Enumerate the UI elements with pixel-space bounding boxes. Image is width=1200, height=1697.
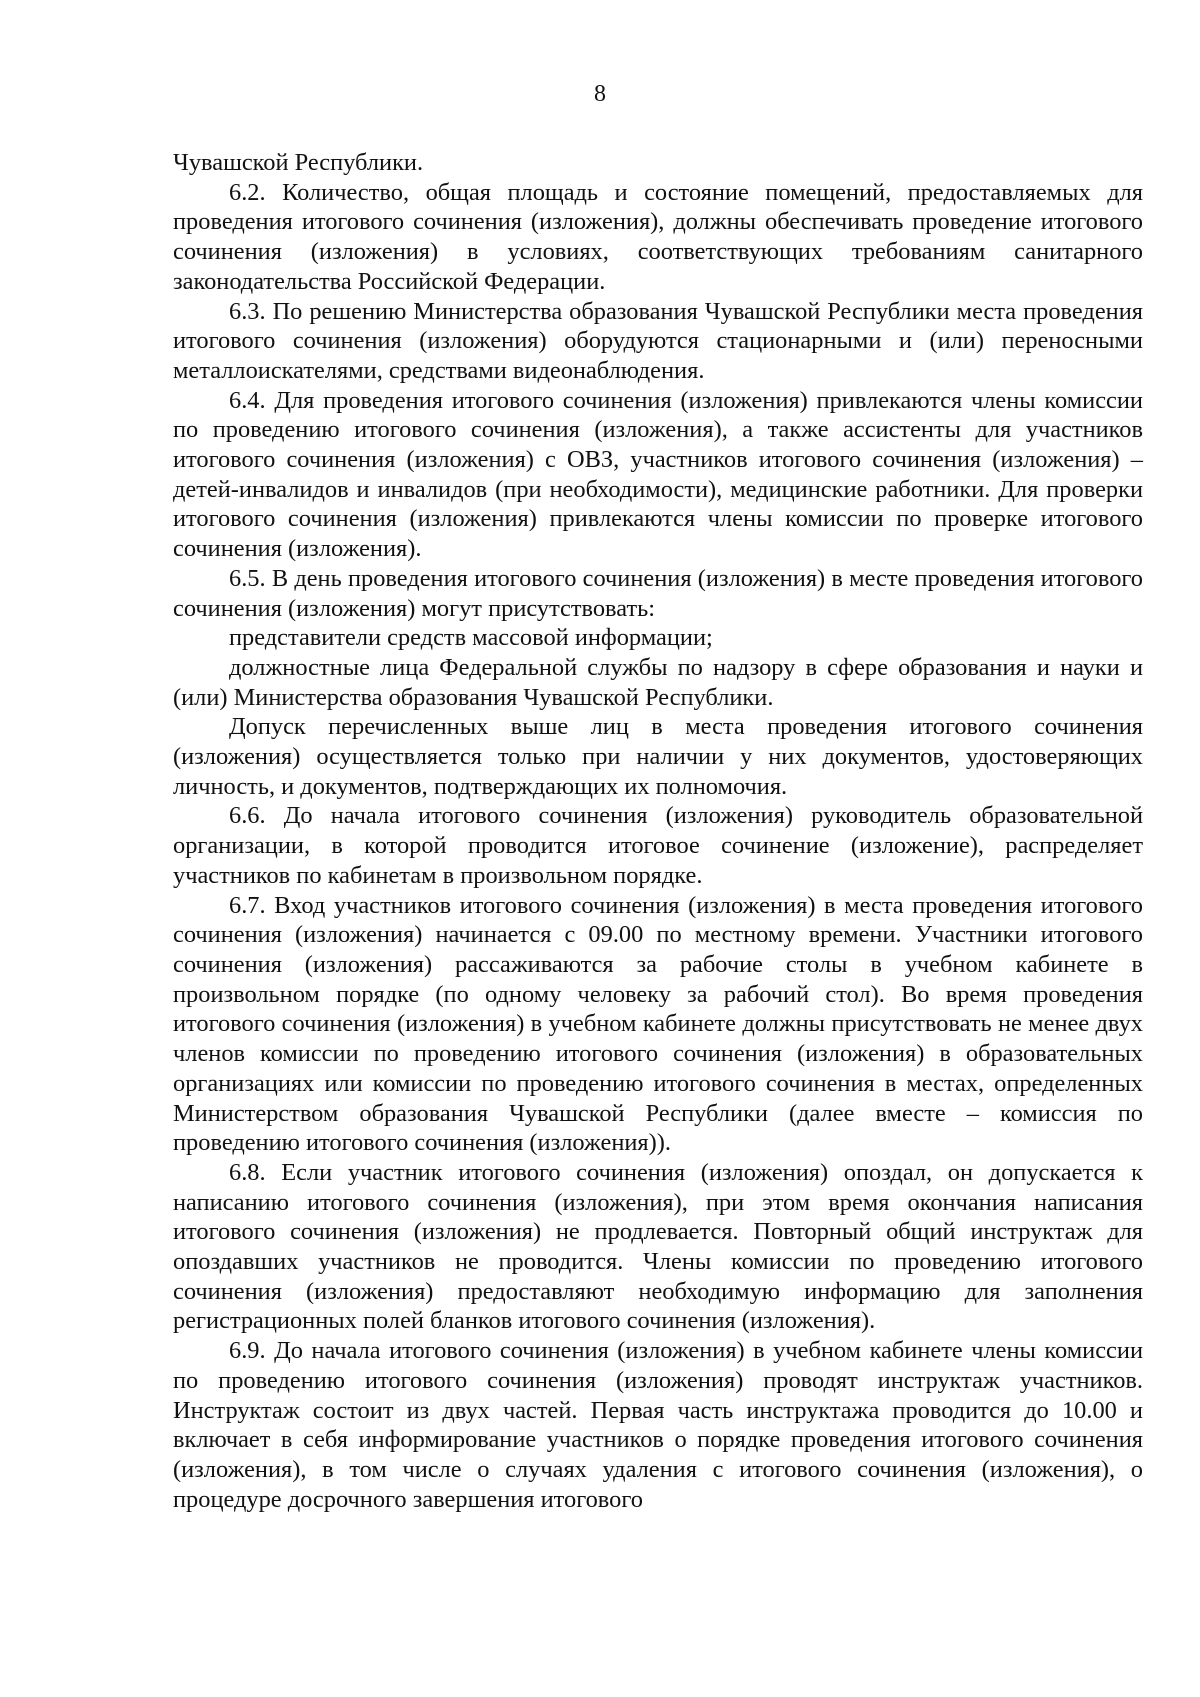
paragraph-6-5: 6.5. В день проведения итогового сочинения (изложения) в месте проведения итогового сочинения (изложения) могут присутствовать: xyxy=(173,564,1143,622)
paragraph-continuation: Чувашской Республики. xyxy=(173,149,424,176)
page-number: 8 xyxy=(594,81,606,107)
paragraph-6-2: 6.2. Количество, общая площадь и состояние помещений, предоставляемых для проведения итогового сочинения (изложения), должны обеспечивать проведение итогового сочинения (изложения) в условиях, соответствующих требованиям санитарного законодательства Российской Федерации. xyxy=(173,178,1143,295)
paragraph-6-7: 6.7. Вход участников итогового сочинения (изложения) в места проведения итогового сочинения (изложения) начинается с 09.00 по местному времени. Участники итогового сочинения (изложения) рассаживаются за рабочие столы в учебном кабинете в произвольном порядке (по одному человеку за рабочий стол). Во время проведения итогового сочинения (изложения) в учебном кабинете должны присутствовать не менее двух членов комиссии по проведению итогового сочинения (изложения) в образовательных организациях или комиссии по проведению итогового сочинения в местах, определенных Министерством образования Чувашской Республики (далее вместе – комиссия по проведению итогового сочинения (изложения)). xyxy=(173,891,1143,1157)
paragraph-list-item-media: представители средств массовой информации; xyxy=(229,624,713,652)
paragraph-admission: Допуск перечисленных выше лиц в места проведения итогового сочинения (изложения) осуществляется только при наличии у них документов, удостоверяющих личность, и документов, подтверждающих их полномочия. xyxy=(173,713,1143,800)
paragraph-6-8: 6.8. Если участник итогового сочинения (изложения) опоздал, он допускается к написанию итогового сочинения (изложения), при этом время окончания написания итогового сочинения (изложения) не продлевается. Повторный общий инструктаж для опоздавших участников не проводится. Члены комиссии по проведению итогового сочинения (изложения) предоставляют необходимую информацию для заполнения регистрационных полей бланков итогового сочинения (изложения). xyxy=(173,1158,1143,1335)
paragraph-6-9: 6.9. До начала итогового сочинения (изложения) в учебном кабинете члены комиссии по проведению итогового сочинения (изложения) проводят инструктаж участников. Инструктаж состоит из двух частей. Первая часть инструктажа проводится до 10.00 и включает в себя информирование участников о порядке проведения итогового сочинения (изложения), в том числе о случаях удаления с итогового сочинения (изложения), о процедуре досрочного завершения итогового xyxy=(173,1337,1143,1513)
paragraph-6-6: 6.6. До начала итогового сочинения (изложения) руководитель образовательной организации, в которой проводится итоговое сочинение (изложение), распределяет участников по кабинетам в произвольном порядке. xyxy=(173,802,1143,889)
document-body xyxy=(173,148,1143,1514)
paragraph-6-4: 6.4. Для проведения итогового сочинения (изложения) привлекаются члены комиссии по проведению итогового сочинения (изложения), а также ассистенты для участников итогового сочинения (изложения) с ОВЗ, участников итогового сочинения (изложения) – детей-инвалидов и инвалидов (при необходимости), медицинские работники. Для проверки итогового сочинения (изложения) привлекаются члены комиссии по проверке итогового сочинения (изложения). xyxy=(173,386,1143,563)
paragraph-6-3: 6.3. По решению Министерства образования Чувашской Республики места проведения итогового сочинения (изложения) оборудуются стационарными и (или) переносными металлоискателями, средствами видеонаблюдения. xyxy=(173,297,1143,384)
paragraph-list-item-officials: должностные лица Федеральной службы по надзору в сфере образования и науки и (или) Министерства образования Чувашской Республики. xyxy=(173,653,1143,711)
